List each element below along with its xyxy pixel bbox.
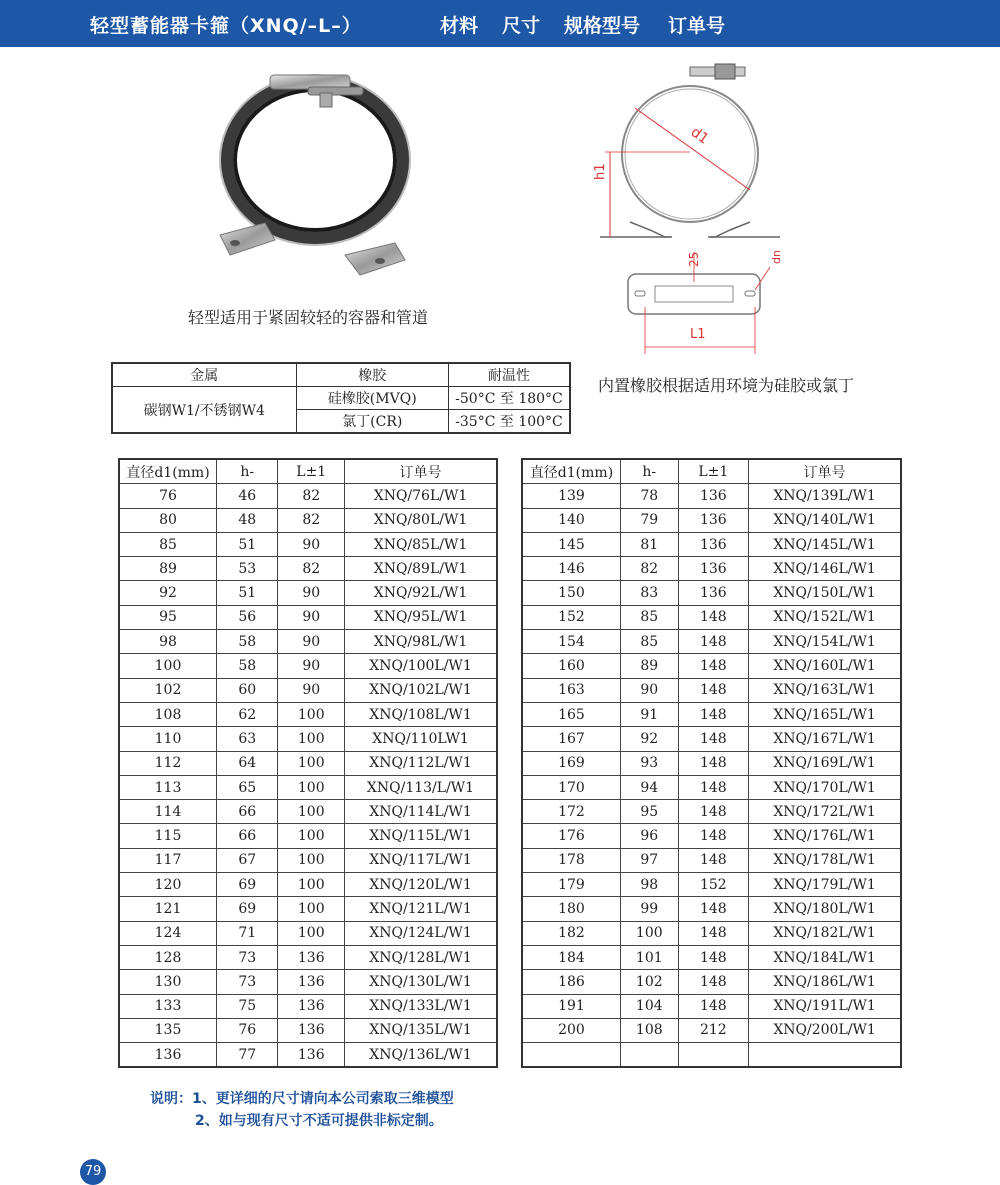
diameter-cell: 80 xyxy=(119,508,217,532)
label-dn: dn xyxy=(770,250,783,264)
spec-row xyxy=(119,532,497,556)
notes xyxy=(150,1088,454,1132)
diameter-cell: 167 xyxy=(522,727,620,751)
spec-row xyxy=(522,873,901,897)
spec-row xyxy=(119,1043,497,1068)
note-line-1: 说明：1、更详细的尺寸请向本公司索取三维模型 xyxy=(150,1091,454,1107)
material-rubber-value: 硅橡胶(MVQ) xyxy=(296,387,448,410)
order-number-cell: XNQ/120L/W1 xyxy=(345,873,497,897)
diameter-cell: 176 xyxy=(522,824,620,848)
length-cell: 90 xyxy=(278,654,345,678)
h-cell: 92 xyxy=(620,727,678,751)
h-cell: 51 xyxy=(217,532,278,556)
h-cell: 63 xyxy=(217,727,278,751)
order-number-cell: XNQ/152L/W1 xyxy=(749,605,901,629)
h-cell: 108 xyxy=(620,1018,678,1042)
spec-row xyxy=(119,654,497,678)
diameter-cell: 98 xyxy=(119,630,217,654)
h-cell: 95 xyxy=(620,800,678,824)
diameter-cell: 182 xyxy=(522,921,620,945)
diameter-cell: 135 xyxy=(119,1018,217,1042)
spec-row xyxy=(119,970,497,994)
order-number-cell: XNQ/180L/W1 xyxy=(749,897,901,921)
label-L1: L1 xyxy=(690,327,706,342)
diameter-cell: 85 xyxy=(119,532,217,556)
spec-row xyxy=(522,824,901,848)
spec-table-left xyxy=(118,458,498,1068)
order-number-cell: XNQ/130L/W1 xyxy=(345,970,497,994)
length-cell: 90 xyxy=(278,581,345,605)
length-cell: 100 xyxy=(278,873,345,897)
h-cell: 58 xyxy=(217,654,278,678)
h-cell: 98 xyxy=(620,873,678,897)
length-cell: 148 xyxy=(678,970,749,994)
diameter-cell: 186 xyxy=(522,970,620,994)
h-cell: 85 xyxy=(620,630,678,654)
length-cell: 136 xyxy=(278,1043,345,1068)
length-cell: 100 xyxy=(278,921,345,945)
diameter-cell: 89 xyxy=(119,557,217,581)
spec-row xyxy=(522,1018,901,1042)
order-number-cell: XNQ/133L/W1 xyxy=(345,994,497,1018)
order-number-cell: XNQ/135L/W1 xyxy=(345,1018,497,1042)
h-cell: 99 xyxy=(620,897,678,921)
diameter-cell: 178 xyxy=(522,848,620,872)
diameter-cell: 139 xyxy=(522,484,620,508)
length-cell: 100 xyxy=(278,751,345,775)
diameter-cell: 95 xyxy=(119,605,217,629)
diameter-cell: 140 xyxy=(522,508,620,532)
spec-header-L: L±1 xyxy=(278,459,345,484)
length-cell: 148 xyxy=(678,800,749,824)
order-number-cell: XNQ/146L/W1 xyxy=(749,557,901,581)
length-cell: 148 xyxy=(678,824,749,848)
order-number-cell: XNQ/89L/W1 xyxy=(345,557,497,581)
length-cell: 100 xyxy=(278,727,345,751)
diameter-cell: 117 xyxy=(119,848,217,872)
h-cell: 91 xyxy=(620,702,678,726)
h-cell: 83 xyxy=(620,581,678,605)
material-header-metal: 金属 xyxy=(112,363,296,387)
label-d1: d1 xyxy=(687,124,712,148)
length-cell: 82 xyxy=(278,557,345,581)
nav-order-number: 订单号 xyxy=(668,15,726,37)
order-number-cell: XNQ/184L/W1 xyxy=(749,945,901,969)
diameter-cell: 172 xyxy=(522,800,620,824)
nav-size: 尺寸 xyxy=(502,15,541,37)
spec-row xyxy=(522,751,901,775)
length-cell: 90 xyxy=(278,605,345,629)
spec-row xyxy=(119,848,497,872)
order-number-cell: XNQ/117L/W1 xyxy=(345,848,497,872)
material-temp-value: -35°C 至 100°C xyxy=(448,410,570,434)
h-cell: 73 xyxy=(217,970,278,994)
length-cell: 148 xyxy=(678,848,749,872)
length-cell: 212 xyxy=(678,1018,749,1042)
h-cell: 48 xyxy=(217,508,278,532)
diameter-cell: 110 xyxy=(119,727,217,751)
h-cell: 89 xyxy=(620,654,678,678)
length-cell: 148 xyxy=(678,775,749,799)
diameter-cell: 102 xyxy=(119,678,217,702)
diameter-cell: 121 xyxy=(119,897,217,921)
length-cell: 82 xyxy=(278,484,345,508)
order-number-cell: XNQ/160L/W1 xyxy=(749,654,901,678)
spec-table-right xyxy=(521,458,902,1068)
h-cell: 100 xyxy=(620,921,678,945)
diameter-cell: 165 xyxy=(522,702,620,726)
diameter-cell: 154 xyxy=(522,630,620,654)
spec-row xyxy=(119,824,497,848)
order-number-cell: XNQ/179L/W1 xyxy=(749,873,901,897)
spec-row xyxy=(522,970,901,994)
order-number-cell: XNQ/150L/W1 xyxy=(749,581,901,605)
diameter-cell: 200 xyxy=(522,1018,620,1042)
h-cell: 66 xyxy=(217,800,278,824)
order-number-cell: XNQ/139L/W1 xyxy=(749,484,901,508)
h-cell: 51 xyxy=(217,581,278,605)
spec-row xyxy=(119,702,497,726)
spec-row xyxy=(522,848,901,872)
length-cell: 136 xyxy=(678,508,749,532)
length-cell: 136 xyxy=(678,484,749,508)
h-cell: 94 xyxy=(620,775,678,799)
order-number-cell: XNQ/170L/W1 xyxy=(749,775,901,799)
spec-row xyxy=(119,873,497,897)
spec-row xyxy=(119,945,497,969)
length-cell: 148 xyxy=(678,945,749,969)
order-number-cell: XNQ/182L/W1 xyxy=(749,921,901,945)
h-cell: 53 xyxy=(217,557,278,581)
diameter-cell: 112 xyxy=(119,751,217,775)
order-number-cell: XNQ/108L/W1 xyxy=(345,702,497,726)
h-cell: 101 xyxy=(620,945,678,969)
h-cell: 71 xyxy=(217,921,278,945)
h-cell: 66 xyxy=(217,824,278,848)
clamp-technical-drawing xyxy=(590,62,800,362)
length-cell: 100 xyxy=(278,775,345,799)
diameter-cell: 145 xyxy=(522,532,620,556)
length-cell: 136 xyxy=(278,1018,345,1042)
length-cell: 82 xyxy=(278,508,345,532)
h-cell: 58 xyxy=(217,630,278,654)
spec-row xyxy=(522,775,901,799)
diameter-cell: 100 xyxy=(119,654,217,678)
diameter-cell: 108 xyxy=(119,702,217,726)
h-cell: 79 xyxy=(620,508,678,532)
length-cell: 148 xyxy=(678,605,749,629)
spec-row xyxy=(522,678,901,702)
h-cell: 97 xyxy=(620,848,678,872)
h-cell: 78 xyxy=(620,484,678,508)
header-bar xyxy=(0,0,1000,47)
diameter-cell: 169 xyxy=(522,751,620,775)
h-cell: 67 xyxy=(217,848,278,872)
diameter-cell: 170 xyxy=(522,775,620,799)
material-temp-value: -50°C 至 180°C xyxy=(448,387,570,410)
length-cell: 136 xyxy=(678,557,749,581)
spec-row xyxy=(522,921,901,945)
material-rubber-value: 氯丁(CR) xyxy=(296,410,448,434)
spec-row xyxy=(119,557,497,581)
spec-row xyxy=(119,605,497,629)
diameter-cell: 152 xyxy=(522,605,620,629)
length-cell: 100 xyxy=(278,848,345,872)
material-table xyxy=(111,362,571,434)
h-cell: 77 xyxy=(217,1043,278,1068)
material-header-temp: 耐温性 xyxy=(448,363,570,387)
order-number-cell: XNQ/191L/W1 xyxy=(749,994,901,1018)
h-cell: 90 xyxy=(620,678,678,702)
spec-row xyxy=(522,994,901,1018)
length-cell: 136 xyxy=(278,945,345,969)
order-number-cell: XNQ/128L/W1 xyxy=(345,945,497,969)
order-number-cell: XNQ/92L/W1 xyxy=(345,581,497,605)
spec-row xyxy=(522,897,901,921)
length-cell: 90 xyxy=(278,678,345,702)
length-cell: 148 xyxy=(678,702,749,726)
length-cell: 136 xyxy=(678,581,749,605)
order-number-cell: XNQ/98L/W1 xyxy=(345,630,497,654)
h-cell: 69 xyxy=(217,897,278,921)
length-cell: 148 xyxy=(678,727,749,751)
order-number-cell xyxy=(749,1043,901,1068)
h-cell: 62 xyxy=(217,702,278,726)
diameter-cell xyxy=(522,1043,620,1068)
label-25: 25 xyxy=(687,251,701,267)
length-cell: 152 xyxy=(678,873,749,897)
diameter-cell: 92 xyxy=(119,581,217,605)
order-number-cell: XNQ/115L/W1 xyxy=(345,824,497,848)
order-number-cell: XNQ/113/L/W1 xyxy=(345,775,497,799)
h-cell: 104 xyxy=(620,994,678,1018)
length-cell: 136 xyxy=(278,994,345,1018)
order-number-cell: XNQ/110LW1 xyxy=(345,727,497,751)
h-cell: 82 xyxy=(620,557,678,581)
diameter-cell: 179 xyxy=(522,873,620,897)
length-cell: 136 xyxy=(678,532,749,556)
h-cell: 85 xyxy=(620,605,678,629)
h-cell: 60 xyxy=(217,678,278,702)
order-number-cell: XNQ/186L/W1 xyxy=(749,970,901,994)
page-title: 轻型蓄能器卡箍（XNQ/–L–） xyxy=(90,15,362,37)
h-cell: 93 xyxy=(620,751,678,775)
spec-row xyxy=(119,897,497,921)
length-cell: 148 xyxy=(678,897,749,921)
clamp-product-photo xyxy=(210,65,425,290)
spec-header-h: h- xyxy=(620,459,678,484)
length-cell: 100 xyxy=(278,824,345,848)
spec-row xyxy=(522,532,901,556)
order-number-cell: XNQ/172L/W1 xyxy=(749,800,901,824)
spec-header-diameter: 直径d1(mm) xyxy=(119,459,217,484)
spec-row xyxy=(522,630,901,654)
length-cell: 90 xyxy=(278,630,345,654)
nav-model: 规格型号 xyxy=(564,15,641,37)
length-cell: 148 xyxy=(678,751,749,775)
length-cell: 148 xyxy=(678,994,749,1018)
material-header-rubber: 橡胶 xyxy=(296,363,448,387)
h-cell: 64 xyxy=(217,751,278,775)
length-cell xyxy=(678,1043,749,1068)
spec-row xyxy=(119,630,497,654)
order-number-cell: XNQ/145L/W1 xyxy=(749,532,901,556)
spec-row xyxy=(119,508,497,532)
diameter-cell: 113 xyxy=(119,775,217,799)
spec-row xyxy=(522,654,901,678)
order-number-cell: XNQ/102L/W1 xyxy=(345,678,497,702)
material-metal-value: 碳钢W1/不锈钢W4 xyxy=(112,387,296,434)
spec-row xyxy=(522,484,901,508)
order-number-cell: XNQ/165L/W1 xyxy=(749,702,901,726)
diameter-cell: 128 xyxy=(119,945,217,969)
spec-row xyxy=(522,1043,901,1068)
order-number-cell: XNQ/169L/W1 xyxy=(749,751,901,775)
order-number-cell: XNQ/114L/W1 xyxy=(345,800,497,824)
order-number-cell: XNQ/176L/W1 xyxy=(749,824,901,848)
spec-row xyxy=(119,581,497,605)
spec-header-h: h- xyxy=(217,459,278,484)
spec-row xyxy=(119,751,497,775)
order-number-cell: XNQ/136L/W1 xyxy=(345,1043,497,1068)
diameter-cell: 146 xyxy=(522,557,620,581)
diameter-cell: 76 xyxy=(119,484,217,508)
order-number-cell: XNQ/140L/W1 xyxy=(749,508,901,532)
order-number-cell: XNQ/124L/W1 xyxy=(345,921,497,945)
order-number-cell: XNQ/85L/W1 xyxy=(345,532,497,556)
h-cell xyxy=(620,1043,678,1068)
spec-row xyxy=(522,605,901,629)
spec-row xyxy=(119,678,497,702)
diameter-cell: 160 xyxy=(522,654,620,678)
order-number-cell: XNQ/112L/W1 xyxy=(345,751,497,775)
h-cell: 102 xyxy=(620,970,678,994)
diameter-cell: 180 xyxy=(522,897,620,921)
length-cell: 148 xyxy=(678,630,749,654)
order-number-cell: XNQ/76L/W1 xyxy=(345,484,497,508)
diameter-cell: 115 xyxy=(119,824,217,848)
spec-row xyxy=(522,800,901,824)
order-number-cell: XNQ/121L/W1 xyxy=(345,897,497,921)
spec-row xyxy=(119,994,497,1018)
spec-row xyxy=(522,557,901,581)
spec-row xyxy=(119,921,497,945)
spec-row xyxy=(119,1018,497,1042)
length-cell: 100 xyxy=(278,702,345,726)
order-number-cell: XNQ/167L/W1 xyxy=(749,727,901,751)
nav-material: 材料 xyxy=(440,15,479,37)
diameter-cell: 124 xyxy=(119,921,217,945)
diameter-cell: 133 xyxy=(119,994,217,1018)
length-cell: 90 xyxy=(278,532,345,556)
h-cell: 69 xyxy=(217,873,278,897)
order-number-cell: XNQ/80L/W1 xyxy=(345,508,497,532)
product-caption: 轻型适用于紧固较轻的容器和管道 xyxy=(188,308,429,327)
label-h1: h1 xyxy=(593,163,608,180)
h-cell: 73 xyxy=(217,945,278,969)
spec-row xyxy=(119,775,497,799)
page-number: 79 xyxy=(80,1159,106,1185)
diameter-cell: 191 xyxy=(522,994,620,1018)
diameter-cell: 150 xyxy=(522,581,620,605)
order-number-cell: XNQ/200L/W1 xyxy=(749,1018,901,1042)
length-cell: 148 xyxy=(678,921,749,945)
h-cell: 81 xyxy=(620,532,678,556)
length-cell: 136 xyxy=(278,970,345,994)
order-number-cell: XNQ/163L/W1 xyxy=(749,678,901,702)
spec-header-L: L±1 xyxy=(678,459,749,484)
spec-row xyxy=(522,702,901,726)
note-line-2: 2、如与现有尺寸不适可提供非标定制。 xyxy=(195,1113,443,1129)
diameter-cell: 136 xyxy=(119,1043,217,1068)
spec-row xyxy=(522,508,901,532)
length-cell: 100 xyxy=(278,800,345,824)
diameter-cell: 120 xyxy=(119,873,217,897)
spec-row xyxy=(119,727,497,751)
h-cell: 65 xyxy=(217,775,278,799)
order-number-cell: XNQ/154L/W1 xyxy=(749,630,901,654)
spec-row xyxy=(522,727,901,751)
h-cell: 96 xyxy=(620,824,678,848)
order-number-cell: XNQ/100L/W1 xyxy=(345,654,497,678)
length-cell: 148 xyxy=(678,678,749,702)
spec-row xyxy=(119,484,497,508)
spec-row xyxy=(119,800,497,824)
length-cell: 100 xyxy=(278,897,345,921)
diameter-cell: 163 xyxy=(522,678,620,702)
h-cell: 76 xyxy=(217,1018,278,1042)
order-number-cell: XNQ/95L/W1 xyxy=(345,605,497,629)
h-cell: 46 xyxy=(217,484,278,508)
spec-row xyxy=(522,581,901,605)
spec-header-order: 订单号 xyxy=(749,459,901,484)
h-cell: 75 xyxy=(217,994,278,1018)
diameter-cell: 130 xyxy=(119,970,217,994)
diameter-cell: 114 xyxy=(119,800,217,824)
length-cell: 148 xyxy=(678,654,749,678)
spec-header-order: 订单号 xyxy=(345,459,497,484)
h-cell: 56 xyxy=(217,605,278,629)
order-number-cell: XNQ/178L/W1 xyxy=(749,848,901,872)
spec-header-diameter: 直径d1(mm) xyxy=(522,459,620,484)
spec-row xyxy=(522,945,901,969)
rubber-caption: 内置橡胶根据适用环境为硅胶或氯丁 xyxy=(598,376,855,395)
diameter-cell: 184 xyxy=(522,945,620,969)
